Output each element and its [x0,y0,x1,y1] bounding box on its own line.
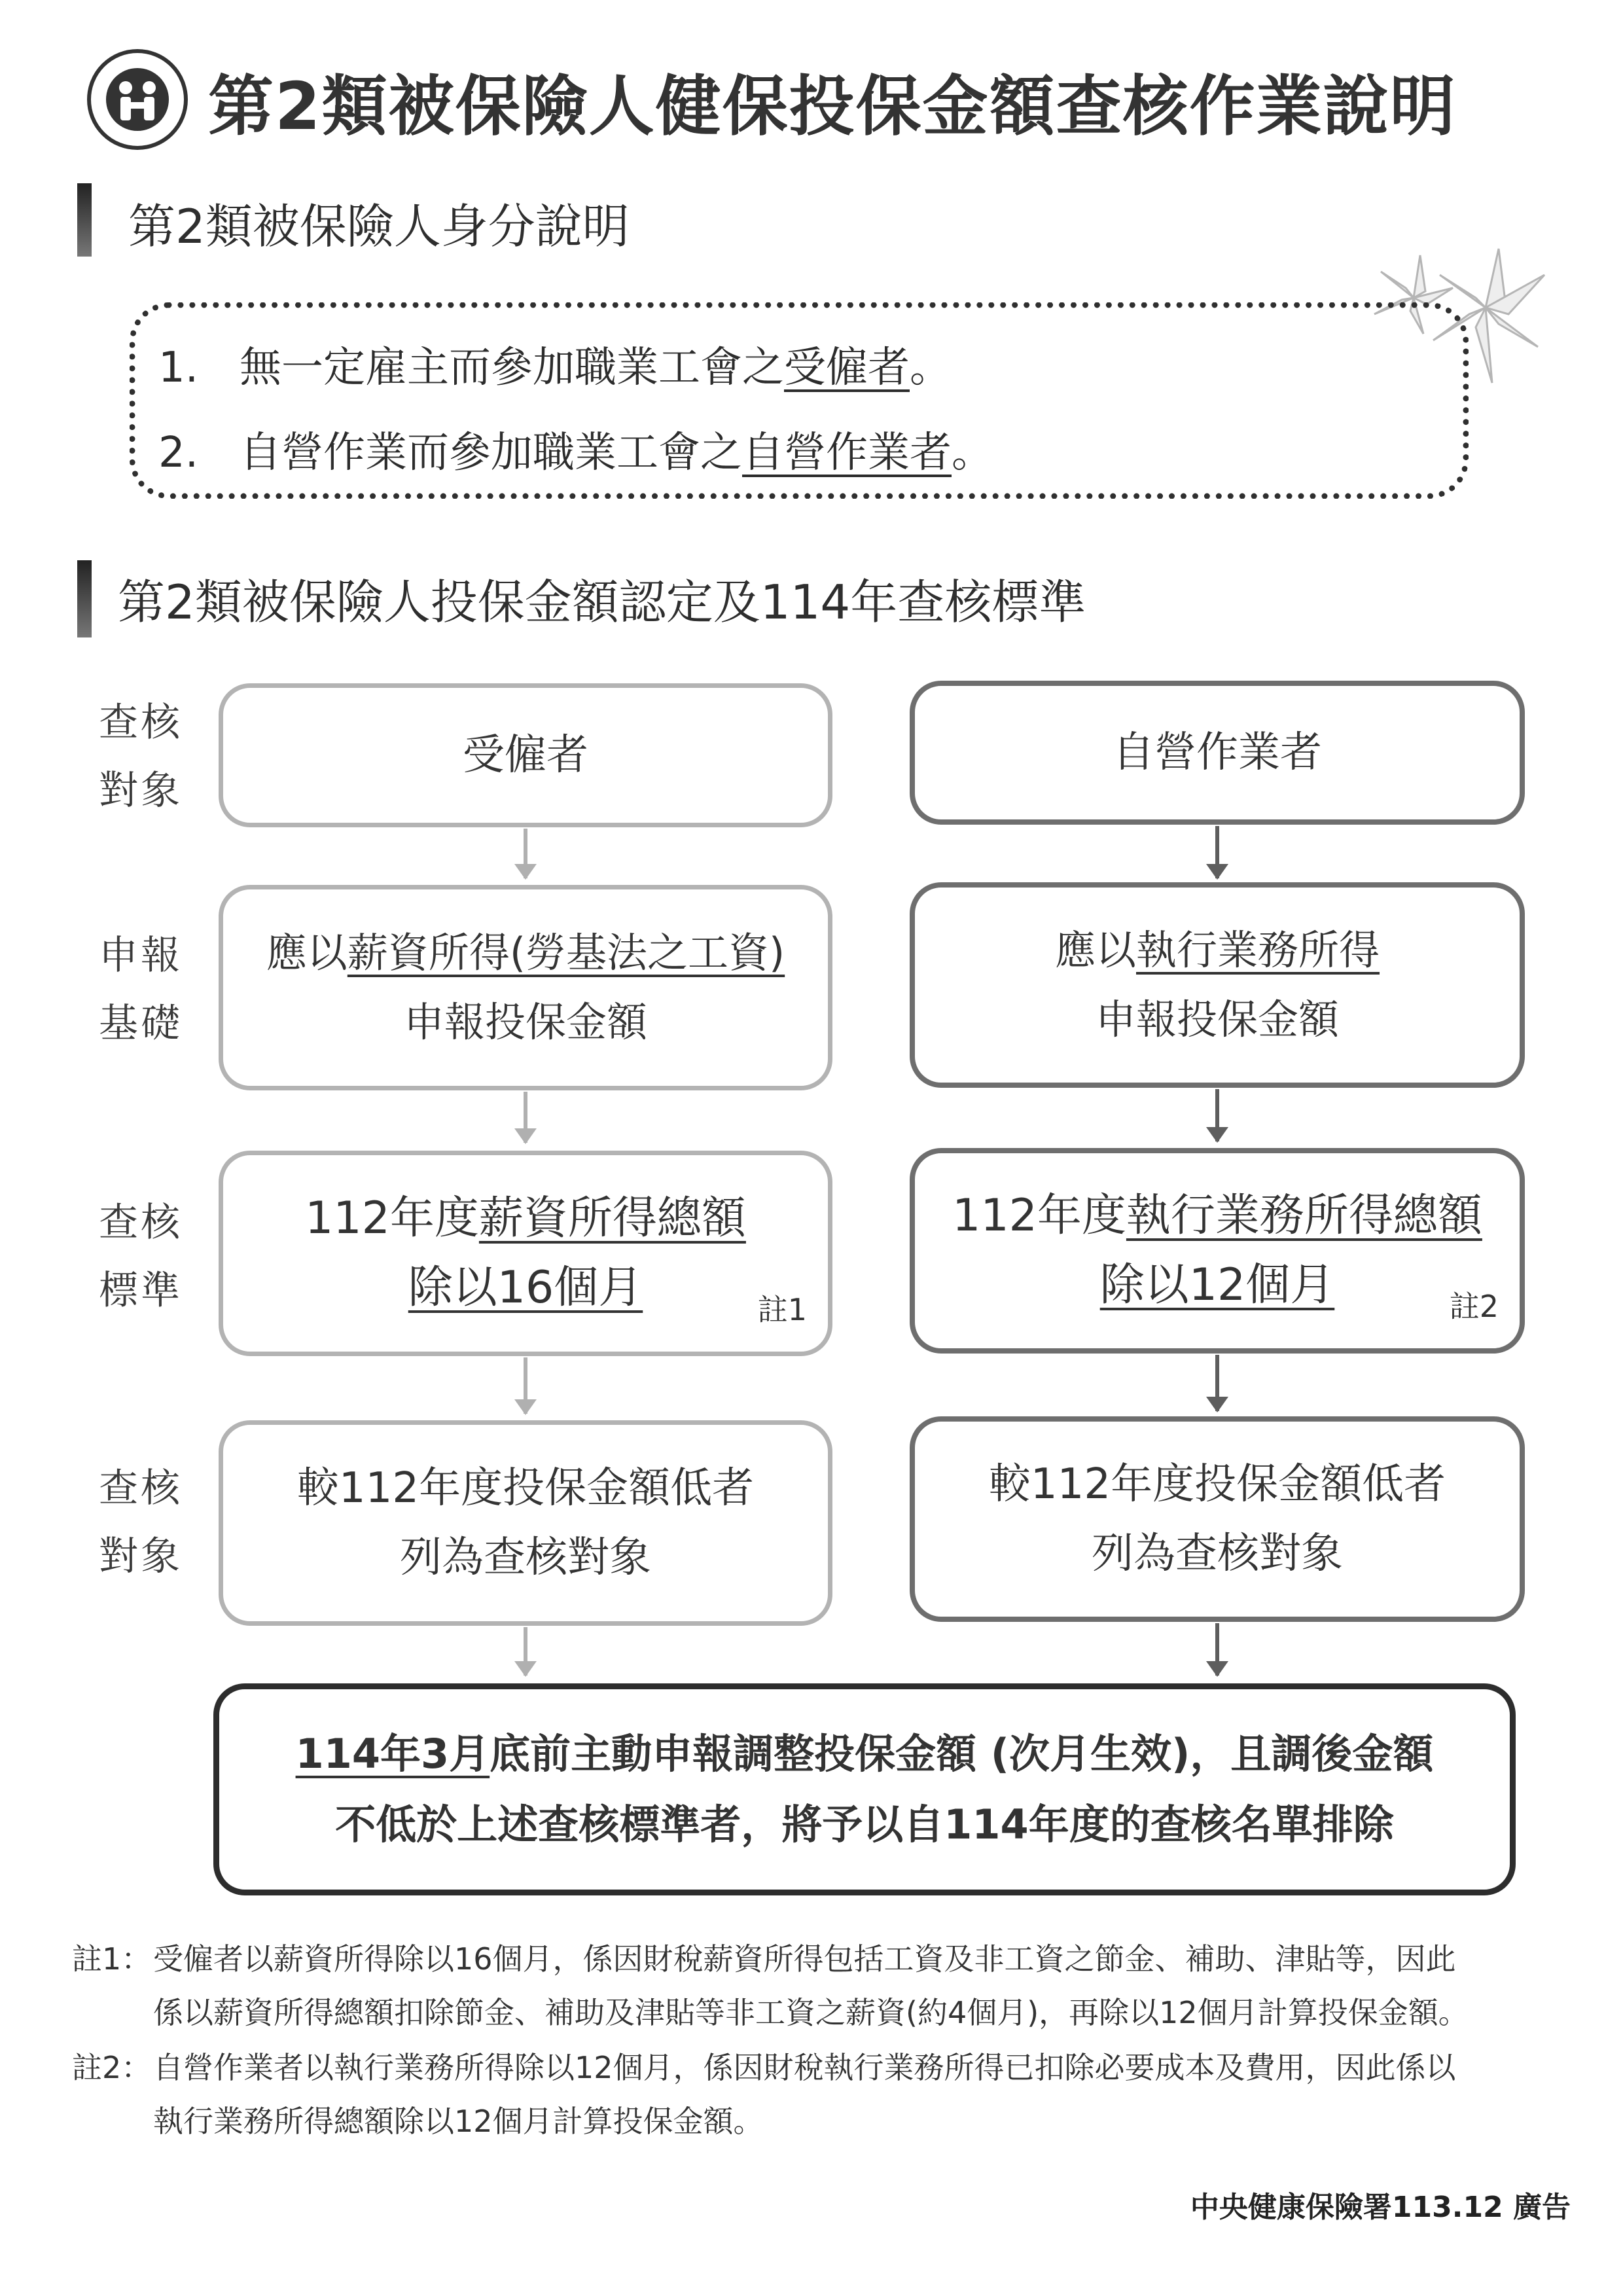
left-note-tag: 註1 [757,1292,807,1327]
definition-item-self-employed: 2. 自營作業而參加職業工會之自營作業者。 [158,429,993,477]
right-target-box: 較112年度投保金額低者 列為查核對象 [910,1416,1525,1622]
right-note-tag: 註2 [1449,1289,1499,1324]
row-label-basis: 申報 基礎 [99,933,183,1047]
definition-item-employee: 1. 無一定雇主而參加職業工會之受僱者。 [158,344,952,392]
row-label-review: 查核 對象 [99,1465,183,1579]
right-arrow-3 [1215,1355,1219,1411]
row-label-standard: 查核 標準 [99,1200,183,1314]
right-basis-box: 應以執行業務所得 申報投保金額 [910,882,1525,1088]
section1-bar [77,183,92,257]
row-label-target: 查核 對象 [99,700,183,814]
nhi-logo-icon [85,47,190,152]
right-arrow-2 [1215,1089,1219,1141]
right-arrow-4 [1215,1623,1219,1676]
document-title: 第2類被保險人健保投保金額查核作業說明 [208,68,1457,145]
left-arrow-3 [524,1357,527,1414]
section2-bar [77,560,92,637]
left-arrow-1 [524,829,527,878]
right-arrow-1 [1215,826,1219,878]
note-1: 註1：受僱者以薪資所得除以16個月，係因財稅薪資所得包括工資及非工資之節金、補助、津貼等，因此 係以薪資所得總額扣除節金、補助及津貼等非工資之薪資(約4個月)，再除以12個月計算投保金額。 [72,1941,1469,2030]
note-2: 註2：自營作業者以執行業務所得除以12個月，係因財稅執行業務所得已扣除必要成本及費用，因此係以 執行業務所得總額除以12個月計算投保金額。 [72,2050,1456,2139]
left-arrow-4 [524,1627,527,1676]
left-target-box: 較112年度投保金額低者 列為查核對象 [219,1420,832,1626]
section2-title: 第2類被保險人投保金額認定及114年查核標準 [118,575,1086,630]
conclusion-box: 114年3月底前主動申報調整投保金額 (次月生效)，且調後金額 不低於上述查核標準者，將予以自114年度的查核名單排除 [213,1683,1516,1895]
left-name-box: 受僱者 [219,683,832,827]
left-basis-box: 應以薪資所得(勞基法之工資) 申報投保金額 [219,885,832,1090]
footer-credit: 中央健康保險署113.12 廣告 [1190,2191,1571,2224]
section1-title: 第2類被保險人身分說明 [128,199,630,254]
left-arrow-2 [524,1092,527,1143]
right-name-box: 自營作業者 [910,681,1525,825]
right-standard-box: 112年度執行業務所得總額 除以12個月 註2 [910,1148,1525,1354]
left-standard-box: 112年度薪資所得總額 除以16個月 註1 [219,1151,832,1356]
